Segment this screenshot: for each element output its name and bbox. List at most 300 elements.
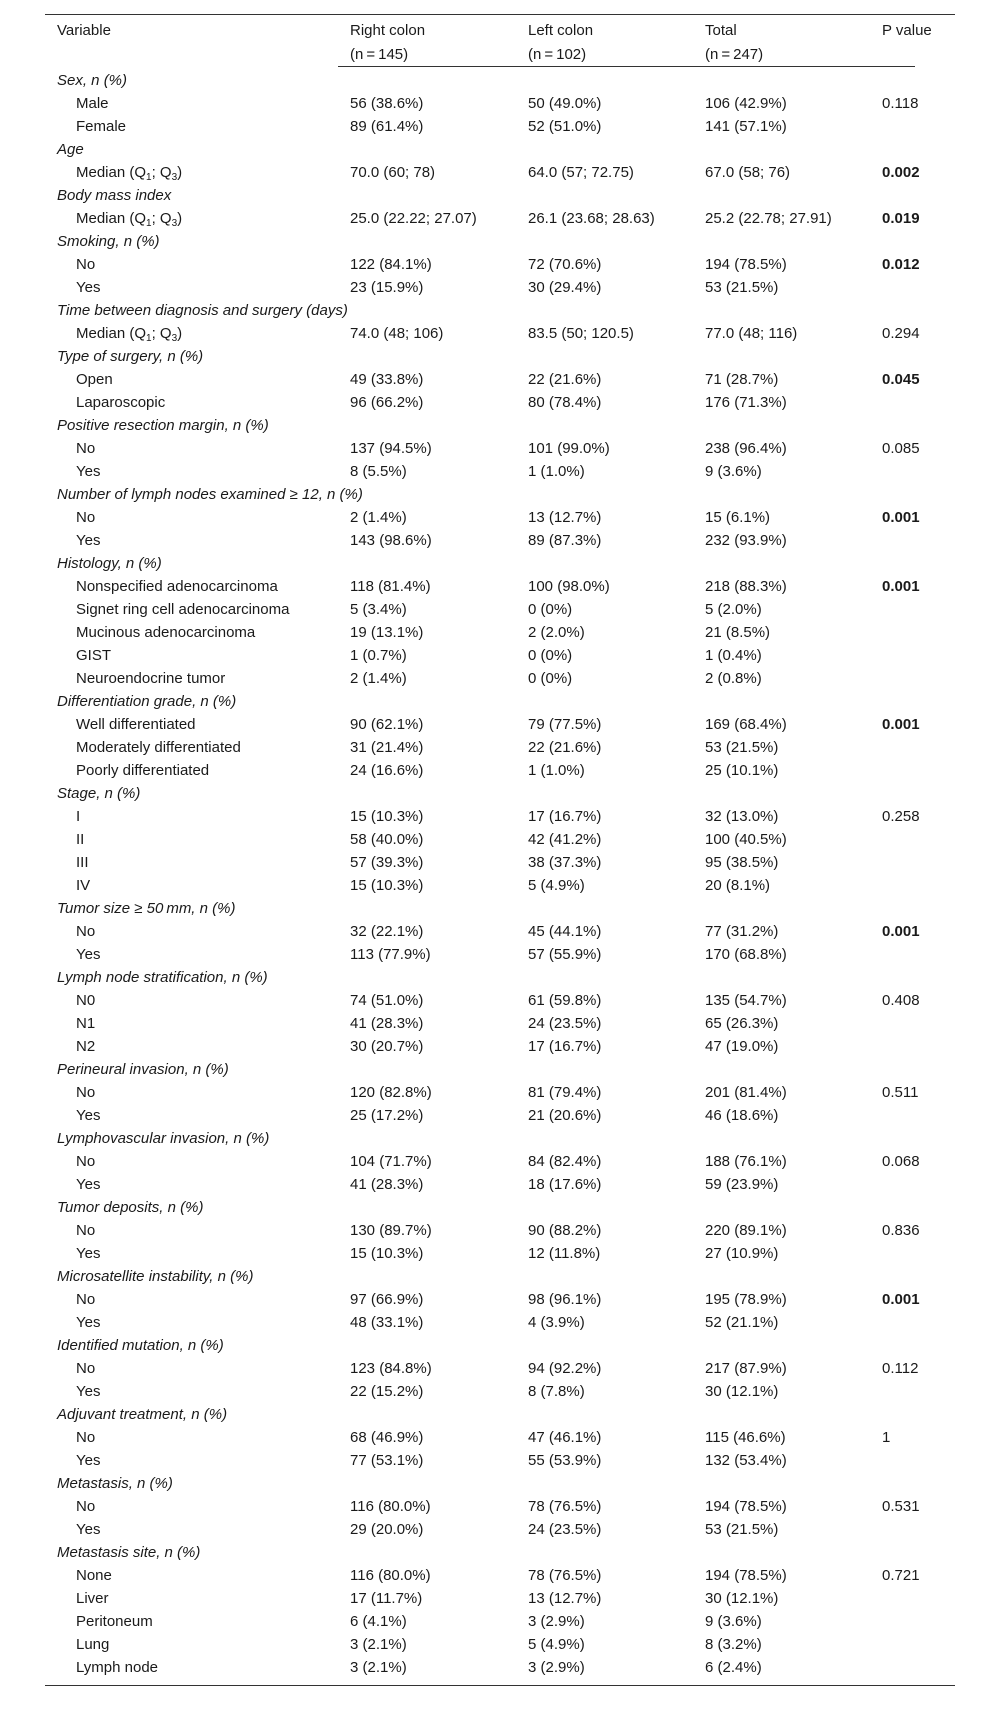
- table-row: [45, 1633, 955, 1656]
- row-label: [76, 920, 95, 943]
- cell-p-value: 0.019: [882, 210, 920, 227]
- category-label: [57, 1265, 253, 1288]
- cell-p-value: 0.258: [882, 808, 920, 825]
- header-variable: Variable: [57, 22, 111, 39]
- table-row: [45, 1288, 955, 1311]
- row-label-text: I: [76, 808, 81, 825]
- row-label: [76, 391, 165, 414]
- row-label: [76, 598, 289, 621]
- header-total: Total: [705, 22, 737, 39]
- cell-total: 9 (3.6%): [705, 1613, 762, 1630]
- table-row: [45, 736, 955, 759]
- cell-total: 53 (21.5%): [705, 279, 779, 296]
- cell-left-colon: 45 (44.1%): [528, 923, 602, 940]
- row-label: [76, 644, 111, 667]
- table-bottom-rule: [45, 1685, 955, 1686]
- row-label: [76, 828, 84, 851]
- table-row: [45, 322, 955, 345]
- table-row: [45, 1610, 955, 1633]
- row-label: [76, 1610, 153, 1633]
- table-row: [45, 1035, 955, 1058]
- category-label: [57, 230, 160, 253]
- cell-p-value: 0.294: [882, 325, 920, 342]
- table-row: [45, 1495, 955, 1518]
- row-label-text: Yes: [76, 946, 101, 963]
- row-label-text: No: [76, 1153, 96, 1170]
- category-label: [57, 184, 171, 207]
- row-label: [76, 1564, 112, 1587]
- cell-left-colon: 94 (92.2%): [528, 1360, 602, 1377]
- table-row: [45, 1311, 955, 1334]
- cell-total: 188 (76.1%): [705, 1153, 787, 1170]
- cell-left-colon: 3 (2.9%): [528, 1613, 585, 1630]
- cell-right-colon: 116 (80.0%): [350, 1567, 431, 1584]
- row-label-text: Differentiation grade, n (%): [57, 693, 237, 710]
- table-row: [45, 460, 955, 483]
- cell-right-colon: 15 (10.3%): [350, 1245, 424, 1262]
- cell-left-colon: 38 (37.3%): [528, 854, 602, 871]
- cell-right-colon: 97 (66.9%): [350, 1291, 424, 1308]
- cell-p-value: 0.001: [882, 1291, 920, 1308]
- category-row: [45, 1058, 955, 1081]
- table-row: [45, 943, 955, 966]
- cell-total: 59 (23.9%): [705, 1176, 779, 1193]
- category-row: [45, 690, 955, 713]
- row-label-text: No: [76, 1084, 96, 1101]
- cell-right-colon: 30 (20.7%): [350, 1038, 424, 1055]
- cell-p-value: 0.045: [882, 371, 920, 388]
- table-row: [45, 1242, 955, 1265]
- cell-right-colon: 25.0 (22.22; 27.07): [350, 210, 477, 227]
- cell-total: 52 (21.1%): [705, 1314, 779, 1331]
- row-label-text: Number of lymph nodes examined ≥ 12, n (%): [57, 486, 363, 503]
- table-row: [45, 1426, 955, 1449]
- row-label-text: Metastasis, n (%): [57, 1475, 173, 1492]
- cell-p-value: 0.001: [882, 578, 920, 595]
- category-label: [57, 1334, 224, 1357]
- category-label: [57, 138, 84, 161]
- cell-left-colon: 55 (53.9%): [528, 1452, 602, 1469]
- table-row: [45, 1380, 955, 1403]
- cell-left-colon: 13 (12.7%): [528, 1590, 602, 1607]
- cell-p-value: 0.068: [882, 1153, 920, 1170]
- cell-left-colon: 12 (11.8%): [528, 1245, 601, 1262]
- cell-left-colon: 1 (1.0%): [528, 463, 585, 480]
- row-label: [76, 1495, 95, 1518]
- row-label: [76, 713, 196, 736]
- row-label: [76, 1081, 95, 1104]
- row-label-text: Signet ring cell adenocarcinoma: [76, 601, 290, 618]
- cell-total: 25 (10.1%): [705, 762, 779, 779]
- row-label-text: Histology, n (%): [57, 555, 162, 572]
- table-row: [45, 115, 955, 138]
- cell-left-colon: 0 (0%): [528, 670, 573, 687]
- cell-total: 67.0 (58; 76): [705, 164, 791, 181]
- cell-total: 115 (46.6%): [705, 1429, 786, 1446]
- cell-total: 5 (2.0%): [705, 601, 762, 618]
- cell-right-colon: 57 (39.3%): [350, 854, 424, 871]
- cell-right-colon: 137 (94.5%): [350, 440, 432, 457]
- table-row: [45, 598, 955, 621]
- cell-total: 20 (8.1%): [705, 877, 771, 894]
- cell-left-colon: 13 (12.7%): [528, 509, 602, 526]
- cell-right-colon: 104 (71.7%): [350, 1153, 432, 1170]
- cell-total: 232 (93.9%): [705, 532, 787, 549]
- row-label-text: None: [76, 1567, 112, 1584]
- row-label-text: Median (Q: [76, 164, 147, 181]
- table-row: [45, 1518, 955, 1541]
- cell-left-colon: 24 (23.5%): [528, 1015, 602, 1032]
- row-label-text: Yes: [76, 1107, 101, 1124]
- cell-p-value: 0.721: [882, 1567, 920, 1584]
- cell-left-colon: 21 (20.6%): [528, 1107, 602, 1124]
- row-label: [76, 1587, 109, 1610]
- category-row: [45, 230, 955, 253]
- cell-left-colon: 78 (76.5%): [528, 1567, 602, 1584]
- cell-right-colon: 24 (16.6%): [350, 762, 424, 779]
- row-label-text: No: [76, 1429, 96, 1446]
- row-label-text: Time between diagnosis and surgery (days): [57, 302, 348, 319]
- row-label: [76, 253, 95, 276]
- cell-right-colon: 1 (0.7%): [350, 647, 407, 664]
- cell-total: 30 (12.1%): [705, 1383, 779, 1400]
- cell-total: 194 (78.5%): [705, 1498, 787, 1515]
- cell-right-colon: 116 (80.0%): [350, 1498, 431, 1515]
- row-label-text: Moderately differentiated: [76, 739, 241, 756]
- table-row: [45, 276, 955, 299]
- cell-left-colon: 79 (77.5%): [528, 716, 602, 733]
- cell-total: 201 (81.4%): [705, 1084, 787, 1101]
- cell-left-colon: 0 (0%): [528, 647, 573, 664]
- cell-left-colon: 52 (51.0%): [528, 118, 602, 135]
- category-label: [57, 483, 363, 506]
- cell-right-colon: 89 (61.4%): [350, 118, 424, 135]
- row-label-text: III: [76, 854, 89, 871]
- table-row: [45, 1012, 955, 1035]
- cell-right-colon: 2 (1.4%): [350, 509, 407, 526]
- cell-left-colon: 30 (29.4%): [528, 279, 602, 296]
- row-label: [76, 1288, 95, 1311]
- cell-total: 53 (21.5%): [705, 739, 779, 756]
- row-label-text: Lymph node: [76, 1659, 159, 1676]
- cell-p-value: 0.012: [882, 256, 920, 273]
- table-row: [45, 1587, 955, 1610]
- cell-right-colon: 77 (53.1%): [350, 1452, 424, 1469]
- cell-right-colon: 122 (84.1%): [350, 256, 432, 273]
- row-label-text: Lung: [76, 1636, 110, 1653]
- cell-total: 25.2 (22.78; 27.91): [705, 210, 832, 227]
- table-subheader-row: [45, 42, 955, 67]
- cell-left-colon: 47 (46.1%): [528, 1429, 602, 1446]
- header-left-n: (n = 102): [528, 46, 587, 63]
- table-row: [45, 1449, 955, 1472]
- cell-total: 106 (42.9%): [705, 95, 787, 112]
- category-row: [45, 1334, 955, 1357]
- header-left-colon: Left colon: [528, 22, 594, 39]
- table-body: [45, 69, 955, 1679]
- row-label: [76, 1219, 95, 1242]
- table-row: [45, 161, 955, 184]
- table-row: [45, 874, 955, 897]
- table-row: [45, 1656, 955, 1679]
- cell-right-colon: 8 (5.5%): [350, 463, 407, 480]
- row-label: [76, 1311, 100, 1334]
- table-row: [45, 920, 955, 943]
- row-label-text: No: [76, 1291, 96, 1308]
- row-label: [76, 1633, 109, 1656]
- table-row: [45, 713, 955, 736]
- cell-p-value: 1: [882, 1429, 891, 1446]
- row-label-text: Type of surgery, n (%): [57, 348, 204, 365]
- cell-total: 30 (12.1%): [705, 1590, 779, 1607]
- cell-total: 95 (38.5%): [705, 854, 779, 871]
- table-row: [45, 1104, 955, 1127]
- category-label: [57, 782, 140, 805]
- category-label: [57, 1403, 227, 1426]
- cell-right-colon: 32 (22.1%): [350, 923, 424, 940]
- table-row: [45, 667, 955, 690]
- cell-left-colon: 42 (41.2%): [528, 831, 602, 848]
- row-label-text: Yes: [76, 1521, 101, 1538]
- cell-left-colon: 22 (21.6%): [528, 739, 602, 756]
- cell-total: 71 (28.7%): [705, 371, 779, 388]
- category-row: [45, 184, 955, 207]
- cell-left-colon: 80 (78.4%): [528, 394, 602, 411]
- row-label: [76, 851, 89, 874]
- cell-total: 238 (96.4%): [705, 440, 787, 457]
- row-label-text: Poorly differentiated: [76, 762, 210, 779]
- category-row: [45, 1265, 955, 1288]
- row-label: [76, 368, 113, 391]
- row-label-text: Yes: [76, 1176, 101, 1193]
- row-label: [76, 1449, 100, 1472]
- row-label-text: Body mass index: [57, 187, 172, 204]
- row-label-text: Perineural invasion, n (%): [57, 1061, 229, 1078]
- cell-left-colon: 83.5 (50; 120.5): [528, 325, 634, 342]
- category-label: [57, 690, 236, 713]
- row-label-text: Yes: [76, 463, 101, 480]
- row-label-text: Nonspecified adenocarcinoma: [76, 578, 278, 595]
- category-row: [45, 1403, 955, 1426]
- cell-right-colon: 68 (46.9%): [350, 1429, 424, 1446]
- row-label: [76, 1012, 95, 1035]
- table-row: [45, 1081, 955, 1104]
- table-row: [45, 851, 955, 874]
- cell-left-colon: 3 (2.9%): [528, 1659, 585, 1676]
- row-label: [76, 1150, 95, 1173]
- cell-left-colon: 0 (0%): [528, 601, 573, 618]
- cell-p-value: 0.836: [882, 1222, 920, 1239]
- cell-p-value: 0.118: [882, 95, 919, 112]
- cell-total: 220 (89.1%): [705, 1222, 787, 1239]
- row-label: [76, 1104, 100, 1127]
- cell-p-value: 0.511: [882, 1084, 919, 1101]
- row-label-text: No: [76, 256, 96, 273]
- row-label: [76, 989, 95, 1012]
- row-label-text: Lymphovascular invasion, n (%): [57, 1130, 270, 1147]
- category-row: [45, 69, 955, 92]
- cell-left-colon: 81 (79.4%): [528, 1084, 602, 1101]
- cell-total: 132 (53.4%): [705, 1452, 787, 1469]
- cell-right-colon: 31 (21.4%): [350, 739, 424, 756]
- category-row: [45, 1472, 955, 1495]
- cell-right-colon: 41 (28.3%): [350, 1015, 424, 1032]
- table-row: [45, 575, 955, 598]
- table-row: [45, 437, 955, 460]
- category-row: [45, 966, 955, 989]
- category-row: [45, 552, 955, 575]
- table-row: [45, 1219, 955, 1242]
- cell-right-colon: 48 (33.1%): [350, 1314, 424, 1331]
- cell-p-value: 0.531: [882, 1498, 920, 1515]
- row-label: [76, 1518, 100, 1541]
- cell-left-colon: 2 (2.0%): [528, 624, 585, 641]
- cell-total: 46 (18.6%): [705, 1107, 779, 1124]
- cell-right-colon: 74 (51.0%): [350, 992, 424, 1009]
- cell-left-colon: 5 (4.9%): [528, 1636, 585, 1653]
- header-p-value: P value: [882, 22, 932, 39]
- row-label: [76, 805, 80, 828]
- row-label: [76, 437, 95, 460]
- row-label-text: Median (Q: [76, 210, 147, 227]
- row-label-text: Positive resection margin, n (%): [57, 417, 269, 434]
- row-label-text: Yes: [76, 1314, 101, 1331]
- cell-left-colon: 100 (98.0%): [528, 578, 610, 595]
- row-label-text: Tumor size ≥ 50 mm, n (%): [57, 900, 236, 917]
- row-label: [76, 759, 209, 782]
- row-label-text: IV: [76, 877, 91, 894]
- row-label-text: GIST: [76, 647, 112, 664]
- cell-total: 1 (0.4%): [705, 647, 762, 664]
- row-label: [76, 1035, 95, 1058]
- data-table: [45, 14, 955, 1686]
- row-label-text: Yes: [76, 279, 101, 296]
- category-row: [45, 897, 955, 920]
- cell-left-colon: 24 (23.5%): [528, 1521, 602, 1538]
- row-label: [76, 115, 126, 138]
- cell-left-colon: 1 (1.0%): [528, 762, 585, 779]
- cell-left-colon: 78 (76.5%): [528, 1498, 602, 1515]
- category-row: [45, 414, 955, 437]
- cell-right-colon: 23 (15.9%): [350, 279, 424, 296]
- cell-left-colon: 61 (59.8%): [528, 992, 602, 1009]
- row-label-text: No: [76, 1498, 96, 1515]
- table-row: [45, 391, 955, 414]
- cell-p-value: 0.001: [882, 509, 920, 526]
- cell-total: 65 (26.3%): [705, 1015, 779, 1032]
- cell-left-colon: 90 (88.2%): [528, 1222, 602, 1239]
- cell-left-colon: 72 (70.6%): [528, 256, 602, 273]
- row-label-text: Yes: [76, 532, 101, 549]
- row-label: [76, 621, 255, 644]
- row-label: [76, 874, 90, 897]
- row-label-text: Adjuvant treatment, n (%): [57, 1406, 228, 1423]
- table-row: [45, 506, 955, 529]
- table-row: [45, 1173, 955, 1196]
- cell-right-colon: 113 (77.9%): [350, 946, 431, 963]
- cell-left-colon: 18 (17.6%): [528, 1176, 602, 1193]
- row-label-text: N1: [76, 1015, 96, 1032]
- cell-right-colon: 143 (98.6%): [350, 532, 432, 549]
- row-label: Median ($Q_1$; $Q_3$): [76, 210, 183, 229]
- table-top-rule: [45, 14, 955, 15]
- row-label-text: N0: [76, 992, 96, 1009]
- table-row: [45, 1357, 955, 1380]
- row-label-text: No: [76, 440, 96, 457]
- row-label-text: Open: [76, 371, 113, 388]
- table-row: [45, 92, 955, 115]
- category-label: [57, 966, 268, 989]
- category-row: [45, 138, 955, 161]
- cell-right-colon: 15 (10.3%): [350, 808, 424, 825]
- row-label: [76, 1656, 158, 1679]
- row-label-text: Metastasis site, n (%): [57, 1544, 201, 1561]
- cell-left-colon: 8 (7.8%): [528, 1383, 585, 1400]
- cell-left-colon: 84 (82.4%): [528, 1153, 602, 1170]
- cell-total: 8 (3.2%): [705, 1636, 762, 1653]
- row-label-text: No: [76, 1222, 96, 1239]
- category-row: [45, 345, 955, 368]
- cell-total: 176 (71.3%): [705, 394, 787, 411]
- cell-right-colon: 130 (89.7%): [350, 1222, 432, 1239]
- cell-total: 53 (21.5%): [705, 1521, 779, 1538]
- row-label: [76, 736, 241, 759]
- row-label-text: Sex, n (%): [57, 72, 128, 89]
- cell-right-colon: 41 (28.3%): [350, 1176, 424, 1193]
- category-label: [57, 414, 269, 437]
- row-label: Median ($Q_1$; $Q_3$): [76, 164, 183, 183]
- category-label: [57, 1541, 200, 1564]
- cell-right-colon: 90 (62.1%): [350, 716, 424, 733]
- row-label-text: Yes: [76, 1452, 101, 1469]
- cell-p-value: 0.001: [882, 716, 920, 733]
- category-row: [45, 782, 955, 805]
- cell-left-colon: 64.0 (57; 72.75): [528, 164, 634, 181]
- table-row: [45, 207, 955, 230]
- cell-right-colon: 74.0 (48; 106): [350, 325, 444, 342]
- cell-right-colon: 17 (11.7%): [350, 1590, 423, 1607]
- cell-right-colon: 2 (1.4%): [350, 670, 407, 687]
- cell-p-value: 0.001: [882, 923, 920, 940]
- row-label-text: Yes: [76, 1383, 101, 1400]
- cell-right-colon: 58 (40.0%): [350, 831, 424, 848]
- table-row: [45, 828, 955, 851]
- cell-right-colon: 5 (3.4%): [350, 601, 407, 618]
- cell-total: 100 (40.5%): [705, 831, 787, 848]
- row-label: [76, 92, 109, 115]
- cell-total: 9 (3.6%): [705, 463, 762, 480]
- row-label-text: Neuroendocrine tumor: [76, 670, 226, 687]
- cell-left-colon: 57 (55.9%): [528, 946, 602, 963]
- row-label-text: Stage, n (%): [57, 785, 141, 802]
- cell-p-value: 0.112: [882, 1360, 919, 1377]
- cell-left-colon: 101 (99.0%): [528, 440, 610, 457]
- cell-right-colon: 118 (81.4%): [350, 578, 431, 595]
- row-label-text: Age: [57, 141, 84, 158]
- cell-total: 47 (19.0%): [705, 1038, 779, 1055]
- row-label-text: N2: [76, 1038, 96, 1055]
- category-label: [57, 1472, 173, 1495]
- row-label-text: Tumor deposits, n (%): [57, 1199, 204, 1216]
- cell-total: 15 (6.1%): [705, 509, 771, 526]
- row-label-text: Male: [76, 95, 109, 112]
- row-label-text: Liver: [76, 1590, 109, 1607]
- cell-left-colon: 17 (16.7%): [528, 808, 602, 825]
- row-label: [76, 460, 100, 483]
- row-label-text: Female: [76, 118, 127, 135]
- cell-total: 217 (87.9%): [705, 1360, 787, 1377]
- category-row: [45, 1127, 955, 1150]
